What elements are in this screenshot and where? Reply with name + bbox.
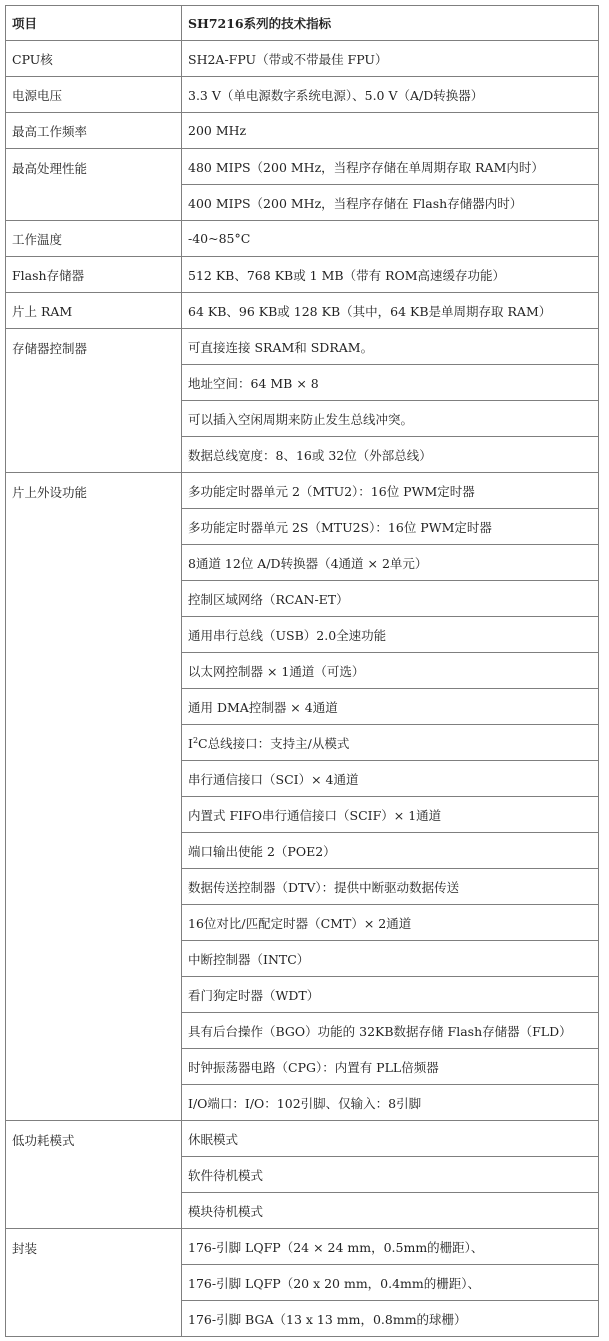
row-label: 存储器控制器: [6, 329, 182, 473]
header-spec: SH7216系列的技术指标: [182, 6, 599, 41]
header-row: [6, 6, 599, 41]
row-value: 数据总线宽度：8、16或 32位（外部总线）: [182, 437, 599, 473]
i2c-superscript: 2: [192, 735, 199, 745]
row-value: 176-引脚 BGA（13 x 13 mm，0.8mm的球栅）: [182, 1301, 599, 1337]
row-value: 地址空间：64 MB × 8: [182, 365, 599, 401]
row-label: 最高处理性能: [6, 149, 182, 221]
table-row: [6, 1229, 599, 1265]
row-value: 中断控制器（INTC）: [182, 941, 599, 977]
row-label: 封装: [6, 1229, 182, 1337]
row-value: 通用 DMA控制器 × 4通道: [182, 689, 599, 725]
table-row: [6, 41, 599, 77]
row-label: 电源电压: [6, 77, 182, 113]
row-label: 最高工作频率: [6, 113, 182, 149]
row-label: CPU核: [6, 41, 182, 77]
row-value: -40~85°C: [182, 221, 599, 257]
row-value: 16位对比/匹配定时器（CMT）× 2通道: [182, 905, 599, 941]
i2c-prefix: I: [188, 735, 193, 751]
i2c-rest: C总线接口：支持主/从模式: [198, 735, 350, 751]
row-value: 模块待机模式: [182, 1193, 599, 1229]
row-value: 数据传送控制器（DTV）：提供中断驱动数据传送: [182, 869, 599, 905]
table-row: [6, 329, 599, 365]
table-row: [6, 113, 599, 149]
table-row: [6, 473, 599, 509]
table-row: [6, 149, 599, 185]
row-value: 控制区域网络（RCAN-ET）: [182, 581, 599, 617]
table-row: [6, 1121, 599, 1157]
row-label: 片上外设功能: [6, 473, 182, 1121]
spec-body: [6, 6, 599, 1337]
row-value: 176-引脚 LQFP（20 x 20 mm，0.4mm的栅距）、: [182, 1265, 599, 1301]
row-value: 端口输出使能 2（POE2）: [182, 833, 599, 869]
row-value: 看门狗定时器（WDT）: [182, 977, 599, 1013]
table-row: [6, 293, 599, 329]
row-label: 低功耗模式: [6, 1121, 182, 1229]
row-value: 多功能定时器单元 2（MTU2）：16位 PWM定时器: [182, 473, 599, 509]
row-value: 可直接连接 SRAM和 SDRAM。: [182, 329, 599, 365]
row-value: 软件待机模式: [182, 1157, 599, 1193]
row-value: 480 MIPS（200 MHz，当程序存储在单周期存取 RAM内时）: [182, 149, 599, 185]
row-value: 200 MHz: [182, 113, 599, 149]
row-value: 串行通信接口（SCI）× 4通道: [182, 761, 599, 797]
row-label: Flash存储器: [6, 257, 182, 293]
row-value: 512 KB、768 KB或 1 MB（带有 ROM高速缓存功能）: [182, 257, 599, 293]
table-row: [6, 257, 599, 293]
row-value: 以太网控制器 × 1通道（可选）: [182, 653, 599, 689]
header-item: 项目: [6, 6, 182, 41]
row-value: SH2A-FPU（带或不带最佳 FPU）: [182, 41, 599, 77]
spec-table: [5, 5, 599, 1337]
row-label: 片上 RAM: [6, 293, 182, 329]
row-value: 3.3 V（单电源数字系统电源）、5.0 V（A/D转换器）: [182, 77, 599, 113]
row-value: 8通道 12位 A/D转换器（4通道 × 2单元）: [182, 545, 599, 581]
row-value: 内置式 FIFO串行通信接口（SCIF）× 1通道: [182, 797, 599, 833]
row-value: 400 MIPS（200 MHz，当程序存储在 Flash存储器内时）: [182, 185, 599, 221]
row-value: 多功能定时器单元 2S（MTU2S）：16位 PWM定时器: [182, 509, 599, 545]
row-value: 时钟振荡器电路（CPG）：内置有 PLL倍频器: [182, 1049, 599, 1085]
row-label: 工作温度: [6, 221, 182, 257]
table-row: [6, 221, 599, 257]
row-value: 64 KB、96 KB或 128 KB（其中，64 KB是单周期存取 RAM）: [182, 293, 599, 329]
row-value: I/O端口：I/O：102引脚、仅输入：8引脚: [182, 1085, 599, 1121]
row-value: 176-引脚 LQFP（24 × 24 mm，0.5mm的栅距）、: [182, 1229, 599, 1265]
table-row: [6, 77, 599, 113]
row-value: 通用串行总线（USB）2.0全速功能: [182, 617, 599, 653]
row-value: 可以插入空闲周期来防止发生总线冲突。: [182, 401, 599, 437]
row-value: 休眠模式: [182, 1121, 599, 1157]
row-value: 具有后台操作（BGO）功能的 32KB数据存储 Flash存储器（FLD）: [182, 1013, 599, 1049]
row-value: [182, 725, 599, 761]
